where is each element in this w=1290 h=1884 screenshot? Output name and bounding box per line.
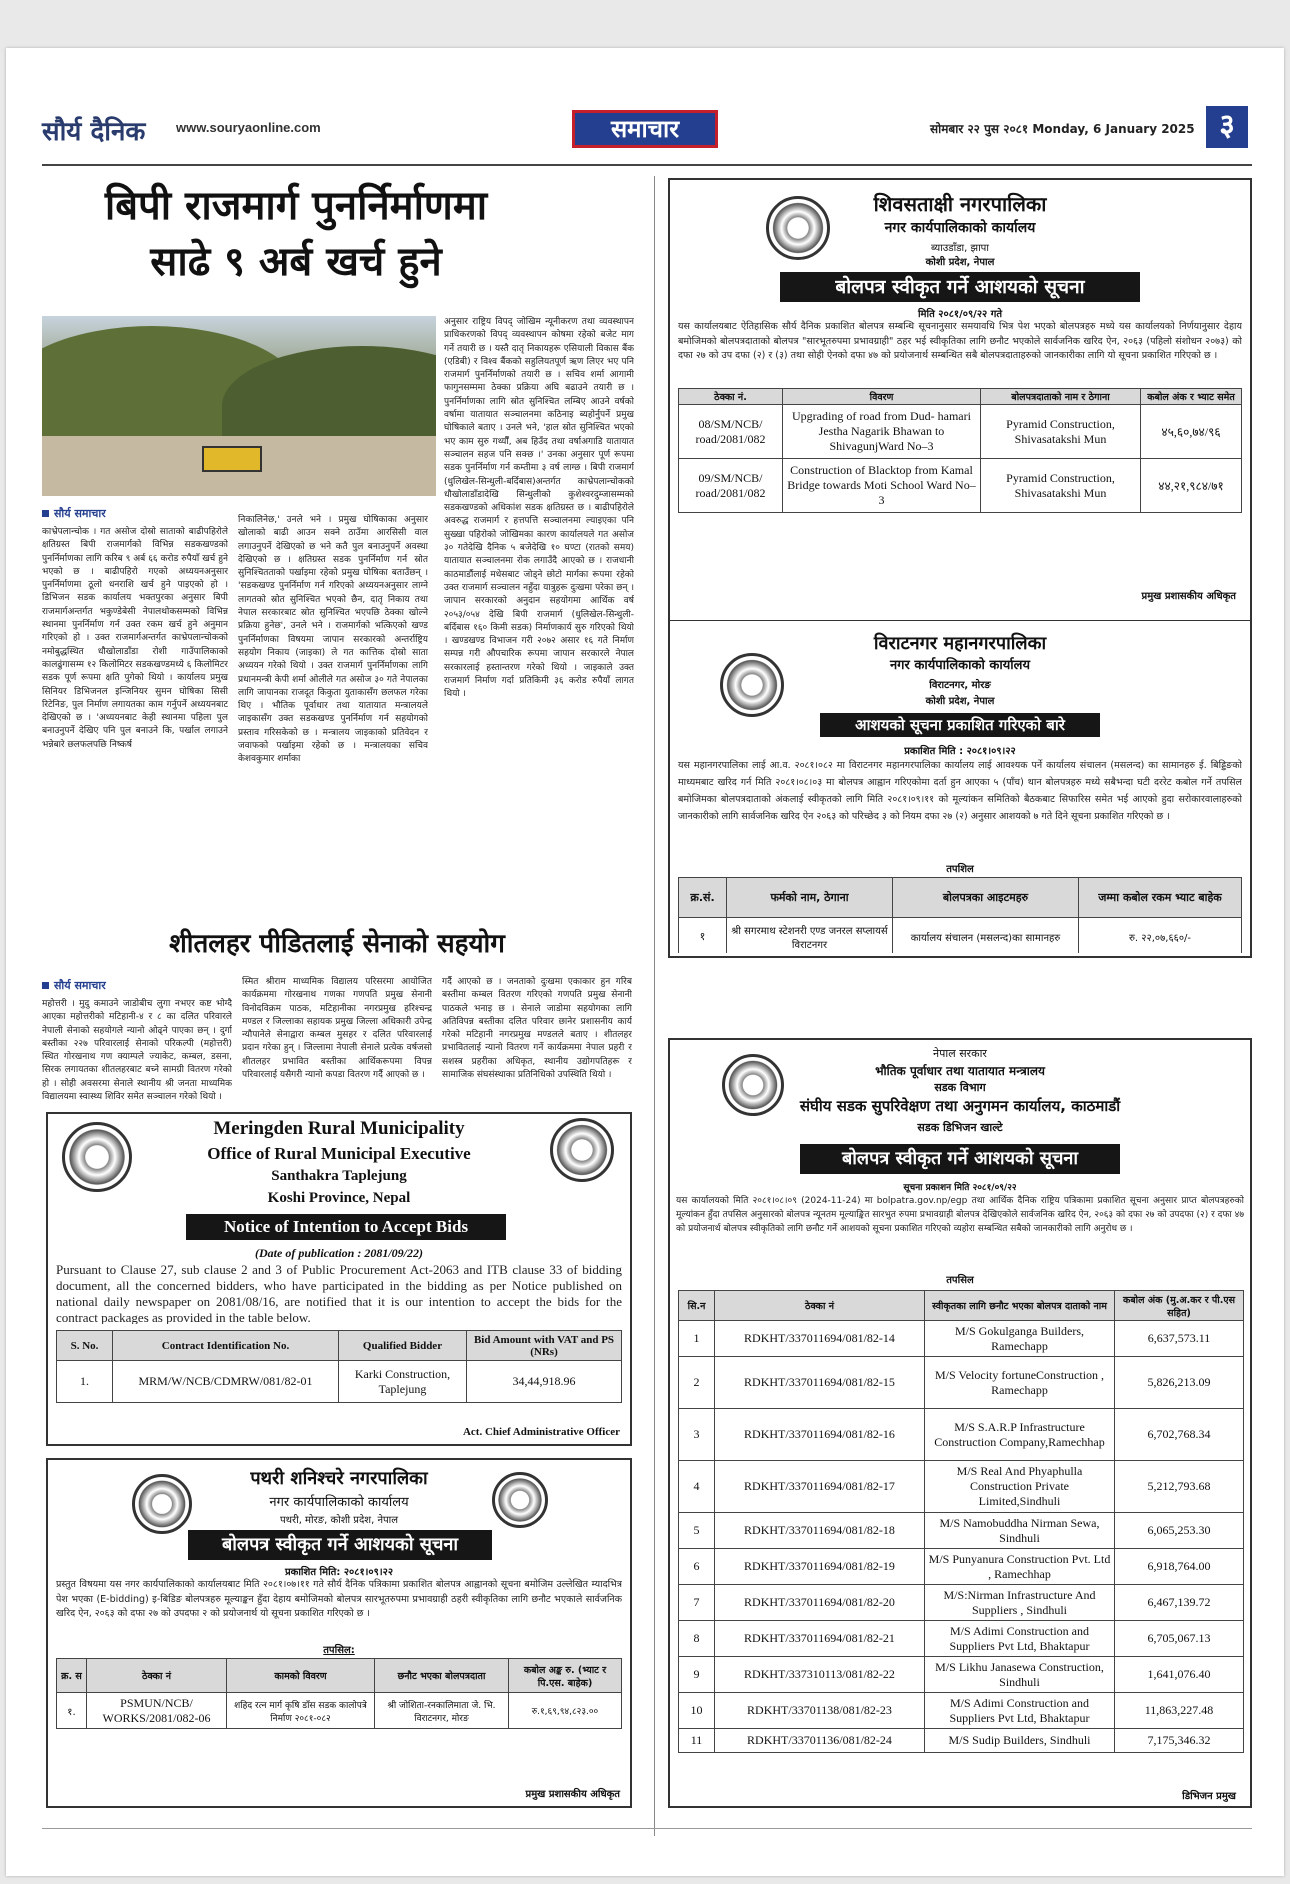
table-header: कबोल अंक (मु.अ.कर र पी.एस सहित)	[1115, 1291, 1244, 1321]
table-caption: तपसिल:	[323, 1645, 355, 1656]
story1-column-1: काभ्रेपलान्चोक । गत असोज दोस्रो साताको बाढीपहिरोले क्षतिग्रस्त बिपी राजमार्गको विभिन्न सडकखण्डको पुनर्निर्माणका लागि करिब ९ अर्ब ६६ करोड रुपैयाँ खर्च हुने भएको छ । बाढीपहिरो गएको अध्ययनअनुसार पुनर्निर्माणमा ठूलो धनराशि खर्च हुने पाइएको हो । डिभिजन सडक कार्यालय भक्तपुरका अनुसार बिपी राजमार्गअन्तर्गत भकुण्डेबेसी नेपालथोकसम्मको विभिन्न स्थानमा पुनर्निर्माण गर्न उक्त रकम खर्च हुने अनुमान गरिएको हो । उक्त राजमार्गअन्तर्गत काभ्रेपलान्चोकको नमोबुद्धस्थित धौखोलाडाँडा रोशी गाउँपालिकाको कालढुंगासम्म १२ किलोमिटर सडकखण्डमध्ये ६ किलोमिटर सडक पूर्ण रूपमा क्षति पुगेको थियो । कार्यालय प्रमुख सिनियर डिभिजनल इन्जिनियर सुमन घोषिका सिसी रिटेनिङ, पुल निर्माण लगायतका काम गर्नुपर्ने अध्ययनबाट देखिएको छ । 'अध्ययनबाट केही स्थानमा पहिला पुल बनाउनुपर्ने देखिए पनि पुल बनाउने कि, पर्खाल लगाउने भन्नेबारे छलफलपछि निष्कर्ष	[42, 527, 228, 750]
notice-signatory: प्रमुख प्रशासकीय अधिकृत	[1141, 591, 1236, 602]
table-cell: RDKHT/337011694/081/82-17	[715, 1461, 925, 1513]
notice-body: यस कार्यालयबाट ऐतिहासिक सौर्य दैनिक प्रकाशित बोलपत्र सम्बन्धि सूचनानुसार समयावधि भित्र पेश भएको बोलपत्रहरु मध्ये यस कार्यालयको निर्णयानुसार देहाय बमोजिमको बोलपत्रदाताको बोलपत्र "सारभूतरुपमा प्रभावग्राही" ठहर भई स्वीकृतिका लागि छनौट भएकोले सार्वजनिक खरिद ऐन, २०६३ (पहिलो संशोधन २०७३) को दफा २७ को उप दफा (२) र (३) तथा सोही ऐनको दफा ४७ को प्रयोजनार्थ सम्बन्धित सबै बोलपत्रदाताहरुको जानकारीका लागि यो सूचना प्रकाशित गरिएको छ ।	[678, 321, 1242, 361]
table-row	[679, 1621, 1244, 1657]
table-cell: ४४,२१,९८४/७१	[1141, 459, 1242, 513]
table-cell: RDKHT/33701136/081/82-24	[715, 1729, 925, 1753]
table-cell: 5	[679, 1513, 715, 1549]
table-cell: M/S Punyanura Construction Pvt. Ltd , Ramechhap	[925, 1549, 1115, 1585]
notice-title: Meringden Rural Municipality	[213, 1118, 465, 1139]
notice-office: नगर कार्यपालिकाको कार्यालय	[889, 658, 1031, 673]
table-header: क्र. स	[57, 1659, 87, 1693]
table-cell: शहिद रत्न मार्ग कृषि डाँस सडक कालोपत्रे निर्माण २०८१-०८२	[227, 1693, 375, 1729]
table-cell: 3	[679, 1409, 715, 1461]
table-header: सि.न	[679, 1291, 715, 1321]
notice-banner: बोलपत्र स्वीकृत गर्ने आशयको सूचना	[800, 1144, 1120, 1174]
notice-division: सडक डिभिजन खाल्टे	[917, 1121, 1003, 1134]
table-cell: कार्यालय संचालन (मसलन्द)का सामानहरु	[893, 918, 1079, 954]
table-cell: RDKHT/337011694/081/82-16	[715, 1409, 925, 1461]
story1-column-2: निकालिनेछ,' उनले भने । प्रमुख घोषिकाका अनुसार खोलाको बाढी आउन सक्ने ठाउँमा आरसिसी वाल लगाउनुपर्ने देखिएको छ भने कतै पुल बनाउनुपर्ने अवस्था देखिएको छ । क्षतिग्रस्त सडक पुनर्निर्माण गर्न स्रोत सुनिश्चितताको पर्खाइमा रहेको प्रमुख घोषिका बताउँछन् । 'सडकखण्ड पुनर्निर्माण गर्न गरिएको अध्ययनअनुसार लाग्ने लागतको स्रोत सुनिश्चित भएको छैन, दातृ निकाय तथा नेपाल सरकारबाट स्रोत सुनिश्चित भएपछि ठेक्का खोल्ने प्रक्रिया हुनेछ', उनले भने । राजमार्गको भत्किएको खण्ड पुनर्निर्माणका विषयमा जापान सरकारको अन्तर्राष्ट्रिय सहयोग निकाय (जाइका) ले गत कात्तिक दोस्रो साता अध्ययन गरेको थियो । उक्त राजमार्ग पुनर्निर्माणका लागि प्रधानमन्त्री केपी शर्मा ओलीले गत असोज ३० गते नेपालका लागि जापानका राजदूत किकुता युताकासँग छलफल गरेका थिए । भौतिक पूर्वाधार तथा यातायात मन्त्रालयले जाइकासँग उक्त सडकखण्ड पुनर्निर्माण गर्न सहयोगको प्रस्ताव गरिसकेको छ । मन्त्रालय जाइकाको प्रतिवेदन र जवाफको पर्खाइमा रहेको छ । मन्त्रालयका सचिव केशवकुमार शर्माका	[238, 515, 428, 765]
notice-banner: बोलपत्र स्वीकृत गर्ने आशयको सूचना	[780, 272, 1140, 302]
table-row	[679, 1585, 1244, 1621]
newspaper-page	[6, 48, 1284, 1876]
table-caption: तपशिल	[946, 864, 974, 875]
table-header: ठेक्का नं.	[679, 389, 783, 405]
story2-headline: शीतलहर पीडितलाई सेनाको सहयोग	[169, 929, 505, 959]
notice-title: पथरी शनिश्चरे नगरपालिका	[250, 1468, 428, 1489]
table-row	[679, 1357, 1244, 1409]
notice-table	[678, 388, 1242, 513]
table-header: बोलपत्रका आइटमहरु	[893, 878, 1079, 918]
notice-address-2: कोशी प्रदेश, नेपाल	[925, 696, 995, 707]
table-cell: 1,641,076.40	[1115, 1657, 1244, 1693]
table-header: ठेक्का नं	[87, 1659, 227, 1693]
footer-rule	[42, 1828, 1252, 1829]
notice-table	[678, 1290, 1244, 1753]
table-row	[679, 1549, 1244, 1585]
table-cell: 08/SM/NCB/ road/2081/082	[679, 405, 783, 459]
notice-table	[56, 1658, 622, 1729]
table-row	[679, 1657, 1244, 1693]
table-row	[679, 1461, 1244, 1513]
table-cell: 7	[679, 1585, 715, 1621]
table-header: क्र.सं.	[679, 878, 727, 918]
table-cell: १	[679, 918, 727, 954]
table-cell: RDKHT/337011694/081/82-20	[715, 1585, 925, 1621]
table-cell: M/S Adimi Construction and Suppliers Pvt Ltd, Bhaktapur	[925, 1621, 1115, 1657]
page-number: ३	[1206, 106, 1248, 148]
masthead-logo: सौर्य दैनिक	[42, 117, 146, 147]
table-cell: 7,175,346.32	[1115, 1729, 1244, 1753]
notice-date: सूचना प्रकाशन मिति २०८१/०९/२२	[903, 1183, 1017, 1193]
table-cell: श्री सगरमाथ स्टेशनरी एण्ड जनरल सप्लायर्स विराटनगर	[727, 918, 893, 954]
table-cell: M/S Real And Phyaphulla Construction Private Limited,Sindhuli	[925, 1461, 1115, 1513]
notice-title: विराटनगर महानगरपालिका	[873, 633, 1047, 654]
table-cell: श्री जोशिता-रनकालिमाता जे. भि. विराटनगर, मोरङ	[375, 1693, 509, 1729]
table-cell: 6,065,253.30	[1115, 1513, 1244, 1549]
story1-column-3: अनुसार राष्ट्रिय विपद् जोखिम न्यूनीकरण तथा व्यवस्थापन प्राधिकरणको विपद् व्यवस्थापन कोषमा रहेको बजेट माग गर्ने तयारी छ । यस्तै दातृ निकायहरू एसियाली विकास बैंक (एडिबी) र विश्व बैंकको सहुलियतपूर्ण ऋण लिएर भए पनि राजमार्ग पुनर्निर्माणको तयारी छ । सचिव शर्मा आगामी फागुनसम्ममा ठेक्का प्रक्रिया अघि बढाउने तयारी छ । पुनर्निर्माणका लागि स्रोत सुनिश्चित लम्बिए आउने वर्षको वर्षामा यातायात सञ्चालनमा कठिनाइ ब्यहोर्नुपर्ने प्रमुख घोषिकाले बताए । उनले भने, 'हाल स्रोत सुनिश्चित भएको भए काम सुरु गर्थ्यौं, अब हिउँद तथा वर्षाअगाडि यातायात सञ्चालन सहज पनि सक्छ ।' उनका अनुसार पूर्ण रूपमा सडक पुनर्निर्माण गर्न कम्तीमा ३ वर्ष लाग्छ । बिपी राजमार्ग (धुलिखेल-सिन्धुली-बर्दिबास)अन्तर्गत काभ्रेपलान्चोकको धौखोलाडाँडादेखि सिन्धुलीको कुशेश्वरदुम्जासम्मको सडकखण्डको अधिकांश सडक क्षतिग्रस्त छ । बाढीपहिरोले अवरुद्ध राजमार्ग र हत्तपत्ति सञ्चालनमा ल्याइएका पनि सुख्खा पहिरोको जोखिमका कारण कार्यालयले गत असोज ३० गतेदेखि दैनिक ५ बजेदेखि १० घण्टा (रातको समय) यातायात सञ्चालनमा रोक लगाउँदै आएको छ । राजधानी काठमाडौंलाई मधेसबाट जोड्ने छोटो मार्गका रूपमा रहेको उक्त राजमार्ग सञ्चालन नहुँदा यात्रुहरू दुःखमा परेका छन् । जापान सरकारको अनुदान सहयोगमा आर्थिक वर्ष २०५३/०५४ देखि बिपी राजमार्ग (धुलिखेल-सिन्धुली-बर्दिबास १६० किमी सडक) निर्माणकार्य सुरु गरिएको थियो । खण्डखण्ड विभाजन गरी २०७२ असार १६ गते निर्माण सम्पन्न गरी औपचारिक रूपमा जापान सरकारले नेपाल सरकारलाई हस्तान्तरण गरेको थियो । जाइकाले उक्त राजमार्ग निर्माण गर्दा प्रतिकिमी ३६ करोड रुपैयाँ लागत थियो ।	[444, 317, 634, 700]
notice-banner: Notice of Intention to Accept Bids	[186, 1214, 506, 1240]
story1-byline: सौर्य समाचार	[42, 506, 106, 521]
table-cell: 6,702,768.34	[1115, 1409, 1244, 1461]
notice-road-division	[668, 1038, 1252, 1808]
notice-body: यस कार्यालयको मिति २०८१।०८।०९ (2024-11-24) मा bolpatra.gov.np/egp तथा आर्थिक दैनिक राष्ट्रिय पत्रिकामा प्रकाशित सूचना अनुसार प्राप्त बोलपत्रहरुको मूल्यांकन हुँदा तपसिल अनुसारको बोलपत्र न्यूनतम मूल्याङ्कित सारभुत रुपमा प्रभावग्राही बोलपत्र देखिएकोले सार्वजनिक खरिद ऐन, २०६३ को दफा २७ को उपदफा (२) र दफा ४७ को प्रयोजनार्थ बोलपत्र स्वीकृतिको लागि छनौट गर्ने आशयको सूचना प्रकाशित गरिएको व्यहोरा सम्बन्धित सबैको जानकारीको लागि अनुरोध छ ।	[676, 1196, 1244, 1234]
notice-banner: आशयको सूचना प्रकाशित गरिएको बारे	[820, 713, 1100, 737]
table-cell: Construction of Blacktop from Kamal Bridge towards Moti School Ward No–3	[783, 459, 981, 513]
column-divider	[654, 176, 655, 1836]
table-header: Contract Identification No.	[113, 1331, 339, 1361]
notice-office: नगर कार्यपालिकाको कार्यालय	[269, 1495, 409, 1510]
table-cell: RDKHT/337011694/081/82-21	[715, 1621, 925, 1657]
table-cell: 10	[679, 1693, 715, 1729]
notice-table-wrap	[678, 877, 1242, 953]
table-cell: Karki Construction, Taplejung	[339, 1361, 467, 1403]
table-cell: 6	[679, 1549, 715, 1585]
table-cell: 09/SM/NCB/ road/2081/082	[679, 459, 783, 513]
table-header: कबोल अंक र भ्याट समेत	[1141, 389, 1242, 405]
notice-signatory: Act. Chief Administrative Officer	[462, 1426, 620, 1438]
table-cell: Pyramid Construction, Shivasatakshi Mun	[981, 459, 1141, 513]
table-cell: Pyramid Construction, Shivasatakshi Mun	[981, 405, 1141, 459]
notice-office: नगर कार्यपालिकाको कार्यालय	[884, 220, 1036, 236]
table-cell: M/S S.A.R.P Infrastructure Construction Company,Ramechhap	[925, 1409, 1115, 1461]
table-cell: 2	[679, 1357, 715, 1409]
table-cell: M/S:Nirman Infrastructure And Suppliers , Sindhuli	[925, 1585, 1115, 1621]
table-cell: 34,44,918.96	[467, 1361, 622, 1403]
table-header: S. No.	[57, 1331, 113, 1361]
website-url: www.souryaonline.com	[176, 120, 321, 135]
notice-address-2: कोशी प्रदेश, नेपाल	[925, 257, 995, 268]
table-cell: RDKHT/337011694/081/82-14	[715, 1321, 925, 1357]
notice-address-1: Santhakra Taplejung	[271, 1168, 407, 1184]
table-header: कबोल अङ्क रु. (भ्याट र पि.एस. बाहेक)	[509, 1659, 622, 1693]
table-row	[679, 1409, 1244, 1461]
table-cell: 11	[679, 1729, 715, 1753]
table-cell: M/S Adimi Construction and Suppliers Pvt Ltd, Bhaktapur	[925, 1693, 1115, 1729]
table-header: ठेक्का नं	[715, 1291, 925, 1321]
table-cell: PSMUN/NCB/ WORKS/2081/082-06	[87, 1693, 227, 1729]
story2-column-3: गर्दै आएको छ । जनताको दुःखमा एकाकार हुन गरिब बस्तीमा कम्बल वितरण गरिएको गणपति प्रमुख सेनानी पाठकले भनाइ छ । सेनाले जाडोमा सहयोगका लागि अतिविपन्न बस्तीका दलित परिवार छानेर प्रशासनीय कार्य गरेको मटिहानी नगरप्रमुख मण्डलले बताए । शीतलहर प्रभावितलाई न्यानो वितरण गर्ने कार्यक्रममा नेपाल प्रहरी र सशस्त्र प्रहरीका अधिकृत, स्थानीय उद्योगपतिहरू र सामाजिक संघसंस्थाका प्रतिनिधिको उपस्थिति थियो ।	[442, 977, 632, 1081]
notice-body: प्रस्तुत विषयमा यस नगर कार्यपालिकाको कार्यालयबाट मिति २०८१।०७।११ गते सौर्य दैनिक पत्रिकामा प्रकाशित बोलपत्र आह्वानको सूचना बमोजिम उल्लेखित म्यादभित्र पेश भएका (E-bidding) इ-बिडिङ बोलपत्रहरु मूल्याङ्कन हुँदा देहाय बमोजिमको बोलपत्र सारभूतरुपमा प्रभावग्राही ठहरी स्वीकृतिका लागि छनौट भएकाले सार्वजनिक खरिद ऐन, २०६३ को दफा २७ को उपदफा २ को प्रयोजनार्थ यो सूचना प्रकाशित गरिएको छ ।	[56, 1579, 622, 1619]
table-header: विवरण	[783, 389, 981, 405]
table-cell: RDKHT/337310113/081/82-22	[715, 1657, 925, 1693]
table-header: जम्मा कबोल रकम भ्याट बाहेक	[1079, 878, 1242, 918]
table-cell: RDKHT/337011694/081/82-19	[715, 1549, 925, 1585]
header-rule	[42, 164, 1252, 166]
notice-pathari	[46, 1458, 632, 1808]
table-cell: 6,637,573.11	[1115, 1321, 1244, 1357]
table-cell: RDKHT/337011694/081/82-18	[715, 1513, 925, 1549]
table-row	[679, 1321, 1244, 1357]
table-cell: 1.	[57, 1361, 113, 1403]
table-cell: 11,863,227.48	[1115, 1693, 1244, 1729]
story2-column-1: महोत्तरी । मुदु कमाउने जाडोबीच लुगा नभएर कष्ट भोग्दै आएका महोत्तरीको मटिहानी-४ र ८ का दलित परिवारले नेपाली सेनाको सहयोगले न्यानो ओढ्ने पाएका छन् । दुर्गा बस्तीका २२७ परिवारलाई सेनाको परिकल्पी (महोत्तरी) स्थित गोरखनाथ गण क्याम्पले ज्याकेट, कम्बल, डसना, सिरक लगायतका शीतलहरबाट बच्ने सामग्री वितरण गरेको हो । सोही अवसरमा सेनाले स्थानीय श्री जनता माध्यमिक विद्यालयमा स्वास्थ्य शिविर समेत सञ्चालन गरेको थियो ।	[42, 999, 232, 1103]
table-cell: 6,467,139.72	[1115, 1585, 1244, 1621]
story1-headline-line1: बिपी राजमार्ग पुनर्निर्माणमा	[104, 183, 488, 229]
notice-table	[678, 877, 1242, 953]
table-header: Bid Amount with VAT and PS (NRs)	[467, 1331, 622, 1361]
table-cell: रु.१,६९,९४,८२३.००	[509, 1693, 622, 1729]
table-cell: ४५,६०,७४/९६	[1141, 405, 1242, 459]
table-cell: रु. २२,०७,६६०/-	[1079, 918, 1242, 954]
story1-headline-line2: साढे ९ अर्ब खर्च हुने	[150, 239, 442, 285]
notice-table	[56, 1330, 622, 1403]
notice-office: संघीय सडक सुपरिवेक्षण तथा अनुगमन कार्यालय, काठमाडौं	[799, 1097, 1121, 1115]
table-cell: MRM/W/NCB/CDMRW/081/82-01	[113, 1361, 339, 1403]
notice-meringden	[46, 1112, 632, 1446]
table-header: छनौट भएका बोलपत्रदाता	[375, 1659, 509, 1693]
table-cell: 6,705,067.13	[1115, 1621, 1244, 1657]
table-cell: 5,212,793.68	[1115, 1461, 1244, 1513]
table-cell: 6,918,764.00	[1115, 1549, 1244, 1585]
table-row	[679, 1693, 1244, 1729]
table-cell: M/S Velocity fortuneConstruction , Ramechapp	[925, 1357, 1115, 1409]
notice-gov: नेपाल सरकार	[933, 1047, 987, 1060]
table-cell: M/S Namobuddha Nirman Sewa, Sindhuli	[925, 1513, 1115, 1549]
table-cell: M/S Likhu Janasewa Construction, Sindhuli	[925, 1657, 1115, 1693]
notice-address-1: ब्याउडाँडा, झापा	[931, 243, 989, 254]
notice-office: Office of Rural Municipal Executive	[207, 1144, 471, 1163]
table-header: कामको विवरण	[227, 1659, 375, 1693]
notice-ministry: भौतिक पूर्वाधार तथा यातायात मन्त्रालय	[875, 1064, 1045, 1078]
table-header: फर्मको नाम, ठेगाना	[727, 878, 893, 918]
table-cell: Upgrading of road from Dud- hamari Jestha Nagarik Bhawan to ShivagunjWard No–3	[783, 405, 981, 459]
section-label: समाचार	[572, 110, 718, 148]
table-cell: M/S Gokulganga Builders, Ramechapp	[925, 1321, 1115, 1357]
story1-photo	[42, 316, 436, 496]
notice-dept: सडक विभाग	[934, 1081, 986, 1094]
table-row	[679, 1513, 1244, 1549]
table-cell: १.	[57, 1693, 87, 1729]
table-header: Qualified Bidder	[339, 1331, 467, 1361]
notice-body: Pursuant to Clause 27, sub clause 2 and 3 of Public Procurement Act-2063 and ITB clause 33 of bidding document, all the concerned bidders, who have participated in the bidding as per Notice published on national daily newspaper on 2081/08/16, are notified that it is our intention to accept the bids for the contract packages as provided in the table below.	[56, 1262, 622, 1324]
table-cell: 5,826,213.09	[1115, 1357, 1244, 1409]
table-cell: 8	[679, 1621, 715, 1657]
notice-biratnagar	[668, 620, 1252, 958]
story2-byline: सौर्य समाचार	[42, 978, 106, 993]
notice-shivasatakshi	[668, 178, 1252, 626]
notice-date: प्रकाशित मिति : २०८१।०९।२२	[904, 746, 1016, 757]
notice-signatory: प्रमुख प्रशासकीय अधिकृत	[525, 1789, 620, 1800]
table-row	[679, 1729, 1244, 1753]
table-header: स्वीकृतका लागि छनौट भएका बोलपत्र दाताको नाम	[925, 1291, 1115, 1321]
notice-date: प्रकाशित मिति: २०८१।०९।२२	[284, 1567, 394, 1578]
table-cell: 4	[679, 1461, 715, 1513]
table-cell: 1	[679, 1321, 715, 1357]
notice-address-1: विराटनगर, मोरङ	[929, 680, 991, 691]
notice-date: (Date of publication : 2081/09/22)	[255, 1246, 423, 1260]
notice-title: शिवसताक्षी नगरपालिका	[873, 192, 1047, 216]
table-header: बोलपत्रदाताको नाम र ठेगाना	[981, 389, 1141, 405]
notice-signatory: डिभिजन प्रमुख	[1182, 1791, 1236, 1802]
notice-body: यस महानगरपालिका लाई आ.व. २०८१।०८२ मा विराटनगर महानगरपालिका कार्यालय लाई आवश्यक पर्ने कार्यालय संचालन (मसलन्द) का सामानहरु ई. बिड्डिङको माध्यमबाट खरिद गर्न मिति २०८१।०८।०३ मा बोलपत्र आह्वान गरिएकोमा दर्ता हुन आएका ५ (पाँच) थान बोलपत्रहरु मध्ये सबैभन्दा घटी दररेट कबोल गर्ने तपसिल बमोजिमका बोलपत्रदाताको अंकलाई स्वीकृतको लागि मिति २०८१।०९।११ को मूल्यांकन समितिको बैठकबाट सिफारिस समेत भई आएको हुदा सरोकारवालाहरुको जानकारीको लागि सार्वजनिक खरिद ऐन २०६३ को परिच्छेद ३ को नियम दफा २७ (२) अनुसार आशयको ७ गते दिने सूचना प्रकाशित गरिएको छ ।	[678, 760, 1242, 822]
table-cell: 9	[679, 1657, 715, 1693]
table-caption: तपसिल	[946, 1275, 974, 1286]
notice-address-2: Koshi Province, Nepal	[267, 1190, 411, 1206]
notice-banner: बोलपत्र स्वीकृत गर्ने आशयको सूचना	[188, 1530, 492, 1560]
table-cell: M/S Sudip Builders, Sindhuli	[925, 1729, 1115, 1753]
notice-address-1: पथरी, मोरङ, कोशी प्रदेश, नेपाल	[279, 1515, 399, 1526]
table-cell: RDKHT/337011694/081/82-15	[715, 1357, 925, 1409]
issue-date: सोमबार २२ पुस २०८१ Monday, 6 January 2025	[930, 122, 1195, 136]
notice-date: मिति २०८१/०९/२२ गते	[917, 309, 1003, 320]
table-cell: RDKHT/33701138/081/82-23	[715, 1693, 925, 1729]
story2-column-2: स्मित श्रीराम माध्यमिक विद्यालय परिसरमा आयोजित कार्यक्रममा गोरखनाथ गणका गणपति प्रमुख सेनानी विनोदविक्रम पाठक, मटिहानीका नगरप्रमुख हरिश्चन्द्र मण्डल र जिल्लाका सहायक प्रमुख जिल्ला अधिकारी उपेन्द्र न्यौपानेले सेनाद्वारा कम्बल मुसहर र दलित परिवारलाई प्रदान गरेका हुन् । जिल्लामा नेपाली सेनाले प्रत्येक वर्षजसो शीतलहर प्रभावित बस्तीका आर्थिकरूपमा विपन्न परिवारलाई यसैगरी न्यानो कपडा वितरण गर्दै आएको छ ।	[242, 977, 432, 1081]
